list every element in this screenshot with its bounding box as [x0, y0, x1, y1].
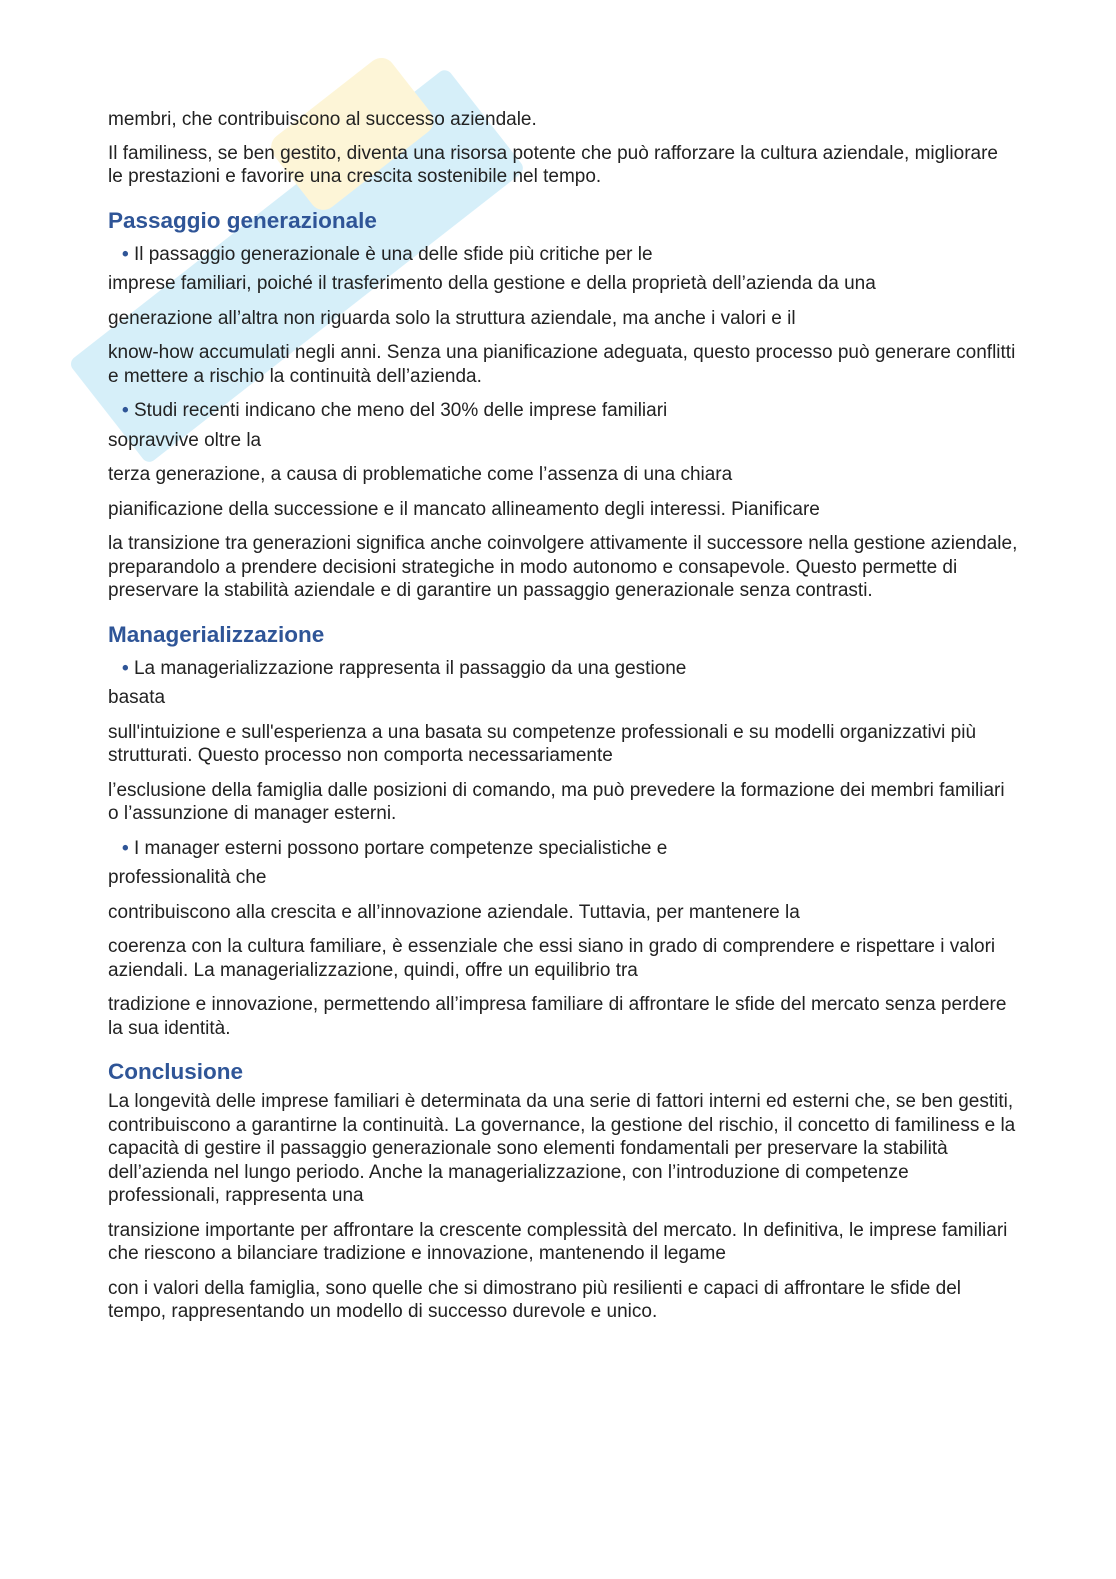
document-body: [108, 108, 1018, 1324]
paragraph-managerial-1c: l’esclusione della famiglia dalle posizioni di comando, ma può prevedere la formazione dei membri familiari o l’assunzione di manager esterni.: [108, 779, 1005, 824]
heading-passaggio-generazionale: Passaggio generazionale: [108, 207, 377, 233]
paragraph-conclusione-3: con i valori della famiglia, sono quelle che si dimostrano più resilienti e capaci di affrontare le sfide del tempo, rappresentando un modello di successo durevole e unico.: [108, 1277, 962, 1322]
bullet-managerial-1: • La managerializzazione rappresenta il passaggio da una gestione: [122, 657, 687, 679]
paragraph-passaggio-2c: pianificazione della successione e il mancato allineamento degli interessi. Pianificare: [108, 498, 820, 520]
heading-conclusione: Conclusione: [108, 1059, 244, 1084]
paragraph-familiness-end: membri, che contribuiscono al successo aziendale.: [108, 109, 537, 130]
paragraph-passaggio-2b: terza generazione, a causa di problematiche come l’assenza di una chiara: [108, 464, 733, 485]
paragraph-passaggio-1c: know-how accumulati negli anni. Senza una pianificazione adeguata, questo processo può generare conflitti e mettere a rischio la continuità dell’azienda.: [108, 342, 1016, 387]
bullet-dot: •: [122, 243, 129, 265]
paragraph-managerial-1a: basata: [108, 687, 166, 708]
paragraph-conclusione-1: La longevità delle imprese familiari è determinata da una serie di fattori interni ed esterni che, se ben gestiti, contribuiscono a garantirne la continuità. La governance, la gestione del rischio, il concetto di familiness e la capacità di gestire il passaggio generazionale sono elementi fondamentali per preservare la stabilità dell’azienda nel lungo periodo. Anche la managerializzazione, con l’introduzione di competenze professionali, rappresenta una: [108, 1091, 1016, 1206]
paragraph-managerial-1b: sull'intuizione e sull'esperienza a una basata su competenze professionali e su modelli organizzativi più strutturati. Questo processo non comporta necessariamente: [108, 721, 977, 766]
paragraph-passaggio-1b: generazione all’altra non riguarda solo la struttura aziendale, ma anche i valori e il: [108, 307, 796, 329]
paragraph-familiness-risorsa: Il familiness, se ben gestito, diventa una risorsa potente che può rafforzare la cultura aziendale, migliorare le prestazioni e favorire una crescita sostenibile nel tempo.: [108, 142, 998, 187]
paragraph-managerial-2c: coerenza con la cultura familiare, è essenziale che essi siano in grado di comprendere e rispettare i valori aziendali. La managerializzazione, quindi, offre un equilibrio tra: [108, 936, 996, 981]
bullet-passaggio-2: • Studi recenti indicano che meno del 30% delle imprese familiari: [122, 400, 668, 421]
paragraph-managerial-2d: tradizione e innovazione, permettendo all’impresa familiare di affrontare le sfide del mercato senza perdere la sua identità.: [108, 994, 1007, 1039]
paragraph-conclusione-2: transizione importante per affrontare la crescente complessità del mercato. In definitiva, le imprese familiari che riescono a bilanciare tradizione e innovazione, mantenendo il legame: [108, 1219, 1008, 1264]
paragraph-passaggio-2a: sopravvive oltre la: [108, 429, 262, 451]
paragraph-passaggio-1a: imprese familiari, poiché il trasferimento della gestione e della proprietà dell’azienda da una: [108, 273, 876, 294]
bullet-dot: •: [122, 837, 129, 859]
bullet-dot: •: [122, 400, 129, 421]
bullet-managerial-2: • I manager esterni possono portare competenze specialistiche e: [122, 837, 668, 859]
heading-managerializzazione: Managerializzazione: [108, 621, 325, 647]
paragraph-managerial-2a: professionalità che: [108, 867, 267, 888]
paragraph-managerial-2b: contribuiscono alla crescita e all’innovazione aziendale. Tuttavia, per mantenere la: [108, 901, 800, 923]
paragraph-passaggio-2d: la transizione tra generazioni significa anche coinvolgere attivamente il successore nella gestione aziendale, preparandolo a prendere decisioni strategiche in modo autonomo e consapevole. Questo permette di preservare la stabilità aziendale e di garantire un passaggio generazionale senza contrasti.: [108, 533, 1018, 601]
bullet-passaggio-1: • Il passaggio generazionale è una delle sfide più critiche per le: [122, 243, 653, 265]
bullet-dot: •: [122, 657, 129, 679]
